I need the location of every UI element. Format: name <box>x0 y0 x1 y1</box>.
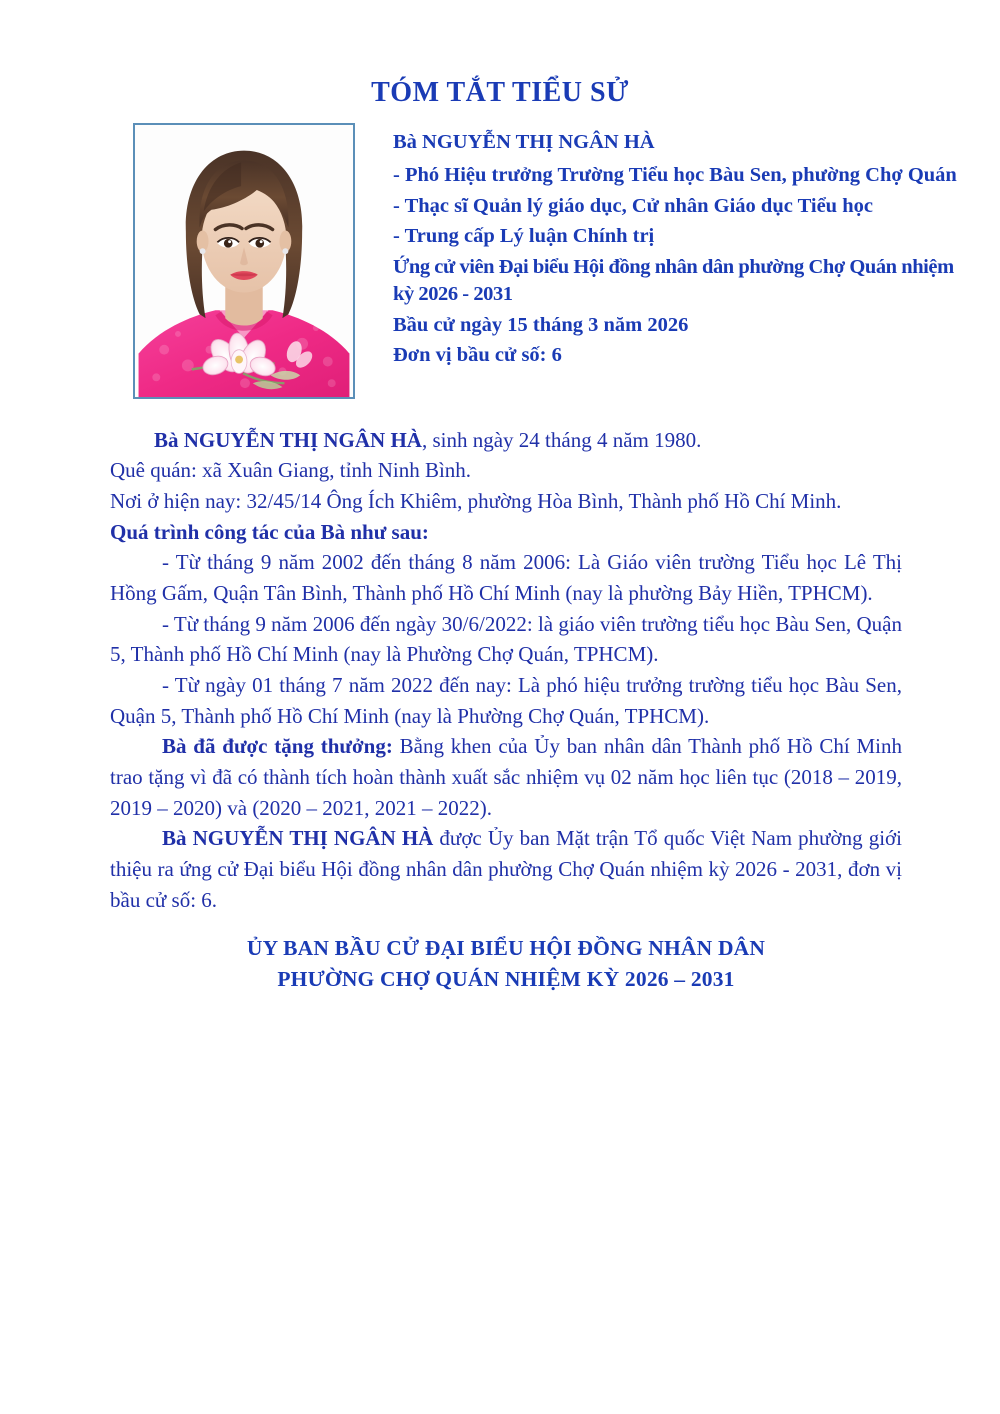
hometown-line: Quê quán: xã Xuân Giang, tỉnh Ninh Bình. <box>110 458 472 483</box>
nomination-text: được Ủy ban Mặt trận Tổ quốc Việt Nam phường giới thiệu ra ứng cử Đại biểu Hội đồng nhân dân phường Chợ Quán nhiệm kỳ 2026 - 2031, đơn vị bầu cử số: 6. <box>110 826 902 912</box>
authority-line-1: ỦY BAN BẦU CỬ ĐẠI BIỂU HỘI ĐỒNG NHÂN DÂN <box>246 936 766 961</box>
birth-line <box>110 425 902 456</box>
authority-line-2: PHƯỜNG CHỢ QUÁN NHIỆM KỲ 2026 – 2031 <box>277 966 735 991</box>
candidate-name: Bà NGUYỄN THỊ NGÂN HÀ <box>393 130 655 153</box>
constituency-number: Đơn vị bầu cử số: 6 <box>393 344 562 367</box>
career-item-1: - Từ tháng 9 năm 2002 đến tháng 8 năm 2006: Là Giáo viên trường Tiểu học Lê Thị Hồng Gấm, Quận Tân Bình, Thành phố Hồ Chí Minh (nay là phường Bảy Hiền, TPHCM). <box>110 550 902 606</box>
portrait-illustration <box>135 125 353 397</box>
nomination-name: Bà NGUYỄN THỊ NGÂN HÀ <box>162 826 434 851</box>
header-section <box>0 123 1000 399</box>
award-text: Bằng khen của Ủy ban nhân dân Thành phố Hồ Chí Minh trao tặng vì đã có thành tích hoàn thành xuất sắc nhiệm vụ 02 năm học liên tục (2018 – 2019, 2019 – 2020) và (2020 – 2021, 2021 – 2022). <box>110 734 902 820</box>
career-item-2: - Từ tháng 9 năm 2006 đến ngày 30/6/2022: là giáo viên trường tiểu học Bàu Sen, Quận 5, Thành phố Hồ Chí Minh (nay là Phường Chợ Quán, TPHCM). <box>110 611 902 667</box>
career-item-3: - Từ ngày 01 tháng 7 năm 2022 đến nay: Là phó hiệu trưởng trường tiểu học Bàu Sen, Quận 5, Thành phố Hồ Chí Minh (nay là Phường Chợ Quán, TPHCM). <box>110 673 902 728</box>
residence-line: Nơi ở hiện nay: 32/45/14 Ông Ích Khiêm, phường Hòa Bình, Thành phố Hồ Chí Minh. <box>110 489 842 514</box>
award-label: Bà đã được tặng thưởng: <box>162 734 393 759</box>
election-date: Bầu cử ngày 15 tháng 3 năm 2026 <box>393 313 689 336</box>
candidate-candidacy: Ứng cử viên Đại biểu Hội đồng nhân dân phường Chợ Quán nhiệm kỳ 2026 - 2031 <box>393 255 954 306</box>
career-heading <box>110 517 902 548</box>
candidate-summary <box>355 123 960 373</box>
career-heading-text: Quá trình công tác của Bà như sau: <box>110 519 429 544</box>
award-paragraph <box>110 731 902 823</box>
page-title: TÓM TẮT TIỂU SỬ <box>371 77 629 108</box>
birth-rest: , sinh ngày 24 tháng 4 năm 1980. <box>421 427 702 452</box>
birth-name: Bà NGUYỄN THỊ NGÂN HÀ <box>154 427 422 452</box>
nomination-paragraph <box>110 823 902 915</box>
candidate-education: - Thạc sĩ Quản lý giáo dục, Cử nhân Giáo dục Tiểu học <box>393 194 873 217</box>
biography-body <box>0 425 1000 995</box>
candidate-photo <box>133 123 355 399</box>
issuing-authority <box>110 933 902 994</box>
candidate-politics: - Trung cấp Lý luận Chính trị <box>393 225 655 248</box>
candidate-position: - Phó Hiệu trưởng Trường Tiểu học Bàu Sen, phường Chợ Quán <box>393 164 957 187</box>
